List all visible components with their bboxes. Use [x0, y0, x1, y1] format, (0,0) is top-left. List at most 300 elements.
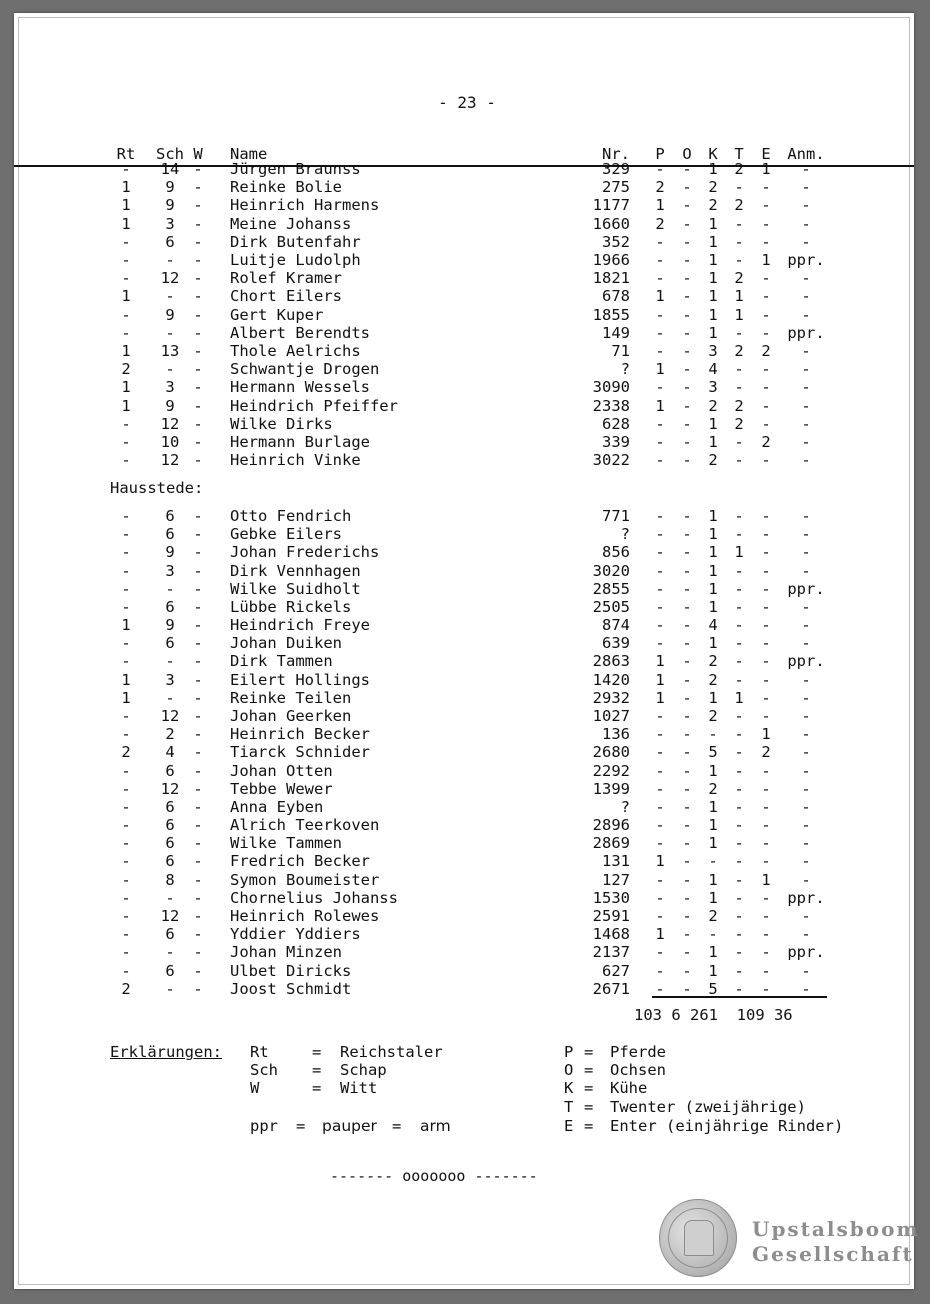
cell-anm: -	[801, 761, 811, 780]
cell-p: -	[655, 507, 665, 525]
table-row	[14, 743, 914, 761]
cell-o: -	[682, 543, 692, 562]
cell-w: -	[193, 706, 203, 725]
cell-p: -	[655, 323, 665, 342]
cell-anm: -	[801, 670, 811, 689]
table-row	[14, 852, 914, 870]
cell-t: 1	[734, 305, 744, 324]
cell-sch: 12	[160, 414, 180, 433]
legend-eq: =	[312, 1043, 322, 1061]
cell-p: -	[655, 761, 665, 780]
cell-name: Ulbet Diricks	[230, 961, 352, 980]
cell-nr: 1399	[592, 779, 630, 798]
cell-p: -	[655, 597, 665, 616]
cell-e: -	[761, 287, 771, 306]
cell-e: -	[761, 178, 771, 197]
cell-k: 3	[708, 378, 718, 397]
cell-o: -	[682, 305, 692, 324]
cell-name: Fredrich Becker	[230, 852, 370, 871]
cell-t: 2	[734, 160, 744, 178]
cell-k: 4	[708, 360, 718, 379]
table-row	[14, 652, 914, 670]
cell-t: -	[734, 834, 744, 853]
cell-e: -	[761, 451, 771, 470]
cell-k: -	[708, 925, 718, 944]
cell-k: 1	[708, 543, 718, 562]
header-rt: Rt	[116, 145, 136, 163]
cell-rt: -	[121, 451, 131, 470]
cell-anm: -	[801, 232, 811, 251]
cell-k: 2	[708, 396, 718, 415]
cell-anm: -	[801, 634, 811, 653]
cell-e: 1	[761, 725, 771, 744]
cell-nr: 71	[611, 342, 630, 360]
cell-nr: ?	[620, 797, 630, 816]
cell-k: 2	[708, 779, 718, 798]
legend-eq: =	[584, 1098, 594, 1116]
cell-anm: ppr.	[787, 579, 825, 598]
cell-nr: 639	[602, 634, 630, 653]
cell-p: 1	[655, 688, 665, 707]
cell-rt: -	[121, 943, 131, 962]
cell-p: -	[655, 414, 665, 433]
cell-o: -	[682, 178, 692, 197]
cell-o: -	[682, 378, 692, 397]
cell-p: -	[655, 451, 665, 470]
cell-anm: -	[801, 451, 811, 470]
cell-k: -	[708, 852, 718, 871]
table-row	[14, 215, 914, 233]
cell-rt: -	[121, 269, 131, 288]
cell-e: -	[761, 396, 771, 415]
cell-k: 1	[708, 816, 718, 835]
cell-w: -	[193, 305, 203, 324]
cell-w: -	[193, 961, 203, 980]
cell-o: -	[682, 979, 692, 998]
table-row	[14, 433, 914, 451]
cell-anm: -	[801, 979, 811, 998]
table-row	[14, 871, 914, 889]
cell-sch: 2	[165, 725, 175, 744]
cell-rt: -	[121, 925, 131, 944]
table-row	[14, 342, 914, 360]
cell-e: -	[761, 816, 771, 835]
cell-nr: 2863	[592, 652, 630, 671]
cell-anm: ppr.	[787, 943, 825, 962]
cell-w: -	[193, 634, 203, 653]
cell-sch: 6	[165, 925, 175, 944]
cell-t: 2	[734, 196, 744, 215]
legend-abbr: O	[564, 1061, 574, 1079]
cell-rt: -	[121, 414, 131, 433]
cell-name: Anna Eyben	[230, 797, 324, 816]
cell-t: -	[734, 634, 744, 653]
cell-e: -	[761, 652, 771, 671]
cell-o: -	[682, 579, 692, 598]
cell-name: Chort Eilers	[230, 287, 342, 306]
cell-w: -	[193, 652, 203, 671]
cell-sch: -	[165, 979, 175, 998]
cell-nr: 3090	[592, 378, 630, 397]
cell-nr: 2932	[592, 688, 630, 707]
cell-w: -	[193, 797, 203, 816]
cell-o: -	[682, 779, 692, 798]
legend-meaning: Kühe	[610, 1079, 648, 1097]
cell-w: -	[193, 196, 203, 215]
cell-e: -	[761, 906, 771, 925]
cell-o: -	[682, 414, 692, 433]
cell-o: -	[682, 597, 692, 616]
cell-p: -	[655, 269, 665, 288]
cell-t: -	[734, 323, 744, 342]
cell-anm: -	[801, 779, 811, 798]
cell-e: -	[761, 579, 771, 598]
table-row	[14, 178, 914, 196]
cell-k: 1	[708, 305, 718, 324]
cell-rt: -	[121, 305, 131, 324]
cell-t: 2	[734, 269, 744, 288]
cell-k: 1	[708, 634, 718, 653]
cell-t: -	[734, 251, 744, 269]
cell-w: -	[193, 433, 203, 451]
cell-o: -	[682, 251, 692, 269]
cell-w: -	[193, 670, 203, 689]
cell-k: 4	[708, 616, 718, 635]
cell-nr: 1966	[592, 251, 630, 269]
cell-rt: -	[121, 232, 131, 251]
cell-rt: 1	[121, 670, 131, 689]
cell-name: Yddier Yddiers	[230, 925, 361, 944]
legend-meaning: Witt	[340, 1079, 378, 1097]
cell-name: Heinrich Rolewes	[230, 906, 380, 925]
header-o: O	[682, 145, 692, 163]
cell-rt: -	[121, 834, 131, 853]
cell-t: -	[734, 652, 744, 671]
cell-e: -	[761, 378, 771, 397]
cell-k: 1	[708, 597, 718, 616]
cell-w: -	[193, 287, 203, 306]
cell-k: 1	[708, 414, 718, 433]
header-anm: Anm.	[787, 145, 825, 163]
cell-t: -	[734, 906, 744, 925]
cell-sch: 9	[165, 305, 175, 324]
cell-nr: 131	[602, 852, 630, 871]
cell-t: -	[734, 178, 744, 197]
cell-sch: -	[165, 888, 175, 907]
cell-p: 1	[655, 670, 665, 689]
cell-sch: 12	[160, 906, 180, 925]
cell-k: 1	[708, 507, 718, 525]
cell-p: 1	[655, 196, 665, 215]
cell-nr: 628	[602, 414, 630, 433]
legend-abbr: Sch	[250, 1061, 278, 1079]
cell-anm: ppr.	[787, 323, 825, 342]
legend-title: Erklärungen:	[110, 1043, 222, 1061]
cell-p: -	[655, 888, 665, 907]
cell-rt: 1	[121, 688, 131, 707]
cell-p: 1	[655, 652, 665, 671]
table-row	[14, 689, 914, 707]
cell-p: 2	[655, 214, 665, 233]
cell-o: -	[682, 816, 692, 835]
cell-anm: -	[801, 305, 811, 324]
table-row	[14, 360, 914, 378]
cell-nr: 2292	[592, 761, 630, 780]
cell-nr: 329	[602, 160, 630, 178]
cell-nr: 339	[602, 433, 630, 451]
cell-w: -	[193, 451, 203, 470]
cell-anm: -	[801, 543, 811, 562]
header-sch: Sch	[156, 145, 184, 163]
cell-sch: -	[165, 360, 175, 379]
cell-nr: 1855	[592, 305, 630, 324]
table-row	[14, 598, 914, 616]
cell-e: -	[761, 943, 771, 962]
cell-w: -	[193, 688, 203, 707]
cell-p: -	[655, 779, 665, 798]
table-row	[14, 580, 914, 598]
cell-nr: 2505	[592, 597, 630, 616]
table-row	[14, 725, 914, 743]
cell-k: 1	[708, 834, 718, 853]
cell-e: -	[761, 688, 771, 707]
cell-sch: -	[165, 688, 175, 707]
cell-rt: -	[121, 525, 131, 544]
cell-k: 2	[708, 196, 718, 215]
cell-name: Alrich Teerkoven	[230, 816, 380, 835]
cell-k: 1	[708, 943, 718, 962]
cell-o: -	[682, 634, 692, 653]
cell-p: -	[655, 706, 665, 725]
cell-name: Wilke Tammen	[230, 834, 342, 853]
cell-k: 1	[708, 323, 718, 342]
cell-w: -	[193, 396, 203, 415]
cell-w: -	[193, 906, 203, 925]
cell-rt: 1	[121, 378, 131, 397]
cell-k: 2	[708, 706, 718, 725]
cell-k: 2	[708, 178, 718, 197]
cell-o: -	[682, 888, 692, 907]
cell-e: -	[761, 543, 771, 562]
cell-rt: -	[121, 160, 131, 178]
cell-rt: 1	[121, 396, 131, 415]
cell-k: 5	[708, 979, 718, 998]
cell-sch: -	[165, 251, 175, 269]
table-row	[14, 543, 914, 561]
cell-rt: -	[121, 888, 131, 907]
cell-name: Dirk Tammen	[230, 652, 333, 671]
cell-e: -	[761, 360, 771, 379]
cell-w: -	[193, 743, 203, 762]
table-row	[14, 251, 914, 269]
cell-rt: 1	[121, 616, 131, 635]
table-row	[14, 525, 914, 543]
cell-o: -	[682, 925, 692, 944]
cell-e: -	[761, 597, 771, 616]
cell-anm: -	[801, 925, 811, 944]
cell-w: -	[193, 834, 203, 853]
cell-k: 2	[708, 652, 718, 671]
cell-e: -	[761, 525, 771, 544]
cell-name: Dirk Vennhagen	[230, 561, 361, 580]
cell-name: Johan Minzen	[230, 943, 342, 962]
cell-e: -	[761, 779, 771, 798]
cell-rt: -	[121, 816, 131, 835]
cell-w: -	[193, 870, 203, 889]
cell-k: 1	[708, 525, 718, 544]
cell-o: -	[682, 160, 692, 178]
cell-t: -	[734, 433, 744, 451]
cell-nr: 2137	[592, 943, 630, 962]
cell-name: Luitje Ludolph	[230, 251, 361, 269]
seal-logo-icon	[659, 1199, 737, 1277]
cell-nr: 2671	[592, 979, 630, 998]
cell-sch: 6	[165, 761, 175, 780]
cell-rt: -	[121, 652, 131, 671]
legend-latin: pauper	[322, 1117, 377, 1135]
cell-name: Heinrich Harmens	[230, 196, 380, 215]
cell-sch: 3	[165, 378, 175, 397]
legend-meaning: Schap	[340, 1061, 387, 1079]
cell-name: Johan Otten	[230, 761, 333, 780]
cell-name: Otto Fendrich	[230, 507, 352, 525]
legend-meaning: Twenter (zweijährige)	[610, 1098, 806, 1116]
cell-w: -	[193, 214, 203, 233]
cell-w: -	[193, 979, 203, 998]
legend-meaning: Ochsen	[610, 1061, 666, 1079]
legend-meaning: arm	[420, 1117, 451, 1135]
cell-name: Johan Duiken	[230, 634, 342, 653]
cell-sch: 6	[165, 634, 175, 653]
cell-k: 1	[708, 433, 718, 451]
cell-nr: 275	[602, 178, 630, 197]
cell-t: -	[734, 597, 744, 616]
cell-anm: -	[801, 797, 811, 816]
cell-p: -	[655, 305, 665, 324]
cell-t: -	[734, 360, 744, 379]
cell-anm: -	[801, 269, 811, 288]
cell-sch: 12	[160, 451, 180, 470]
cell-sch: 9	[165, 178, 175, 197]
cell-nr: 1177	[592, 196, 630, 215]
cell-rt: -	[121, 870, 131, 889]
legend-abbr: Rt	[250, 1043, 269, 1061]
cell-anm: -	[801, 414, 811, 433]
table-row	[14, 378, 914, 396]
cell-t: 1	[734, 287, 744, 306]
table-row	[14, 415, 914, 433]
cell-t: -	[734, 852, 744, 871]
cell-e: -	[761, 979, 771, 998]
cell-t: -	[734, 725, 744, 744]
cell-o: -	[682, 906, 692, 925]
cell-rt: -	[121, 906, 131, 925]
cell-k: 1	[708, 579, 718, 598]
cell-rt: -	[121, 779, 131, 798]
cell-sch: 12	[160, 779, 180, 798]
cell-k: 1	[708, 251, 718, 269]
cell-t: 1	[734, 688, 744, 707]
cell-sch: 9	[165, 396, 175, 415]
cell-sch: 6	[165, 816, 175, 835]
cell-w: -	[193, 378, 203, 397]
cell-k: 1	[708, 961, 718, 980]
cell-rt: 2	[121, 743, 131, 762]
cell-o: -	[682, 725, 692, 744]
table-row	[14, 287, 914, 305]
cell-t: 1	[734, 543, 744, 562]
legend-abbr: E	[564, 1117, 574, 1135]
cell-name: Chornelius Johanss	[230, 888, 398, 907]
cell-k: 5	[708, 743, 718, 762]
cell-rt: -	[121, 433, 131, 451]
cell-nr: 1468	[592, 925, 630, 944]
cell-nr: 2591	[592, 906, 630, 925]
legend-abbr: T	[564, 1098, 574, 1116]
cell-sch: 6	[165, 597, 175, 616]
cell-anm: -	[801, 906, 811, 925]
cell-sch: 13	[160, 342, 180, 360]
cell-o: -	[682, 852, 692, 871]
cell-w: -	[193, 232, 203, 251]
table-row	[14, 834, 914, 852]
cell-w: -	[193, 360, 203, 379]
brand-line-1: Upstalsboom	[752, 1217, 920, 1241]
legend-meaning: Pferde	[610, 1043, 666, 1061]
cell-sch: 3	[165, 561, 175, 580]
cell-rt: -	[121, 634, 131, 653]
cell-k: 1	[708, 561, 718, 580]
cell-k: 1	[708, 269, 718, 288]
cell-o: -	[682, 943, 692, 962]
cell-e: 1	[761, 160, 771, 178]
cell-rt: -	[121, 761, 131, 780]
cell-rt: 1	[121, 287, 131, 306]
cell-nr: 3020	[592, 561, 630, 580]
table-row	[14, 306, 914, 324]
cell-p: -	[655, 433, 665, 451]
cell-rt: -	[121, 725, 131, 744]
legend-abbr: ppr	[250, 1117, 278, 1135]
cell-e: 1	[761, 870, 771, 889]
cell-name: Albert Berendts	[230, 323, 370, 342]
cell-o: -	[682, 196, 692, 215]
cell-name: Dirk Butenfahr	[230, 232, 361, 251]
table-row	[14, 160, 914, 178]
table-row	[14, 196, 914, 214]
cell-name: Wilke Suidholt	[230, 579, 361, 598]
cell-w: -	[193, 579, 203, 598]
cell-sch: 6	[165, 507, 175, 525]
legend-eq: =	[392, 1117, 402, 1135]
cell-p: -	[655, 725, 665, 744]
table-row	[14, 269, 914, 287]
cell-name: Tebbe Wewer	[230, 779, 333, 798]
cell-sch: 3	[165, 214, 175, 233]
cell-w: -	[193, 543, 203, 562]
cell-o: -	[682, 797, 692, 816]
cell-e: -	[761, 269, 771, 288]
cell-o: -	[682, 323, 692, 342]
cell-name: Johan Geerken	[230, 706, 352, 725]
cell-p: -	[655, 342, 665, 360]
cell-anm: -	[801, 816, 811, 835]
cell-p: -	[655, 160, 665, 178]
cell-o: -	[682, 761, 692, 780]
cell-anm: ppr.	[787, 888, 825, 907]
cell-t: -	[734, 561, 744, 580]
cell-sch: 12	[160, 269, 180, 288]
